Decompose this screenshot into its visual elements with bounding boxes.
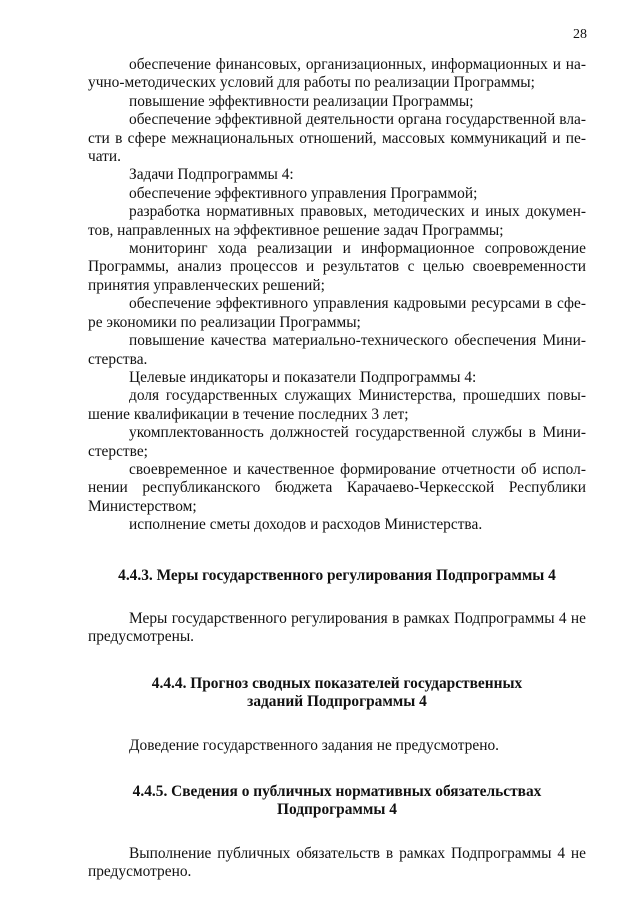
section-444-heading-line1: 4.4.4. Прогноз сводных показателей государственных <box>151 674 523 692</box>
section-443-heading: 4.4.3. Меры государственного регулирования Подпрограммы 4 <box>118 566 556 584</box>
paragraph: повышение качества материально-технического обеспечения Министерства. <box>88 332 586 368</box>
paragraph: обеспечение финансовых, организационных, информационных и научно-методических условий для работы по реализации Программы; <box>88 56 586 92</box>
tasks-heading: Задачи Подпрограммы 4: <box>129 166 294 184</box>
paragraph: обеспечение эффективного управления Программой; <box>129 184 478 202</box>
section-445-text: Выполнение публичных обязательств в рамках Подпрограммы 4 не предусмотрено. <box>88 844 586 881</box>
paragraph: доля государственных служащих Министерства, прошедших повышение квалификации в течение последних 3 лет; <box>88 387 586 423</box>
paragraph: исполнение сметы доходов и расходов Министерства. <box>129 516 483 534</box>
paragraph: повышение эффективности реализации Программы; <box>129 92 474 110</box>
section-444-heading <box>88 675 586 712</box>
paragraph: мониторинг хода реализации и информационное сопровождение Программы, анализ процессов и результатов с целью своевременности принятия управленческих решений; <box>88 240 586 294</box>
section-444-text: Доведение государственного задания не предусмотрено. <box>129 736 499 754</box>
section-445-heading-line1: 4.4.5. Сведения о публичных нормативных обязательствах <box>132 783 542 800</box>
indicators-heading: Целевые индикаторы и показатели Подпрограммы 4: <box>129 368 477 386</box>
page-number: 28 <box>573 27 587 42</box>
section-445-heading <box>88 783 586 820</box>
paragraph: обеспечение эффективной деятельности органа государственной власти в сфере межнациональных отношений, массовых коммуникаций и печати. <box>88 111 586 166</box>
section-443-text: Меры государственного регулирования в рамках Подпрограммы 4 не предусмотрены. <box>88 609 586 646</box>
page-body <box>88 56 586 882</box>
paragraph: разработка нормативных правовых, методических и иных документов, направленных на эффективное решение задач Программы; <box>88 203 586 239</box>
section-445-heading-line2: Подпрограммы 4 <box>277 801 397 819</box>
paragraph: укомплектованность должностей государственной службы в Министерстве; <box>88 424 586 460</box>
paragraph: своевременное и качественное формирование отчетности об исполнении республиканского бюджета Карачаево-Черкесской Республики Министерством; <box>88 460 586 515</box>
section-444-heading-line2: заданий Подпрограммы 4 <box>247 693 427 711</box>
paragraph: обеспечение эффективного управления кадровыми ресурсами в сфере экономики по реализации Программы; <box>88 295 586 331</box>
